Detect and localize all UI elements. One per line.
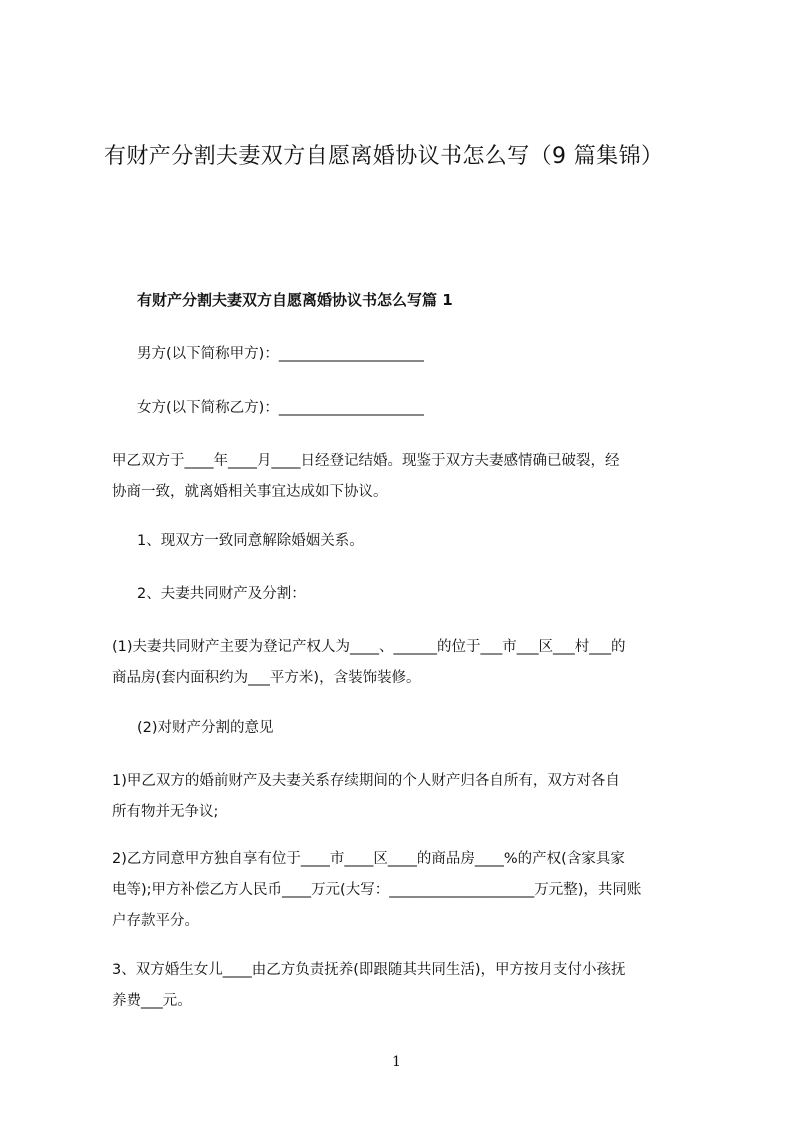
intro-line-2: 协商一致，就离婚相关事宜达成如下协议。 (112, 484, 388, 500)
item-2: 2、夫妻共同财产及分割： (137, 586, 306, 602)
item-2-2-1-line-1: 1)甲乙双方的婚前财产及夫妻关系存续期间的个人财产归各自所有，双方对各自 (112, 773, 620, 789)
item-3-line-1: 3、双方婚生女儿____由乙方负责抚养(即跟随其共同生活)，甲方按月支付小孩抚 (112, 962, 626, 978)
item-1: 1、现双方一致同意解除婚姻关系。 (137, 533, 364, 549)
section-title: 有财产分割夫妻双方自愿离婚协议书怎么写篇 1 (137, 291, 453, 309)
item-3-line-2: 养费___元。 (112, 993, 192, 1009)
item-2-2-2-line-1: 2)乙方同意甲方独自享有位于____市____区____的商品房____%的产权(含家具家 (112, 851, 625, 867)
item-2-2-2-paragraph (112, 844, 716, 937)
item-2-2-1-line-2: 所有物并无争议; (112, 804, 219, 820)
item-2-2-2-line-3: 户存款平分。 (112, 913, 199, 929)
party-female-line: 女方(以下简称乙方)：____________________ (137, 400, 424, 416)
intro-paragraph (112, 446, 716, 508)
party-male-line: 男方(以下简称甲方)：____________________ (137, 346, 424, 362)
intro-line-1: 甲乙双方于____年____月____日经登记结婚。现鉴于双方夫妻感情确已破裂，经 (112, 453, 620, 469)
item-2-1-line-2: 商品房(套内面积约为___平方米)，含装饰装修。 (112, 670, 421, 686)
page-number: 1 (392, 1054, 401, 1070)
item-2-1-paragraph (112, 632, 716, 694)
item-3-paragraph (112, 955, 716, 1017)
document-title: 有财产分割夫妻双方自愿离婚协议书怎么写（9 篇集锦） (104, 144, 664, 169)
item-2-2-1-paragraph (112, 766, 716, 828)
item-2-2: (2)对财产分割的意见 (137, 720, 274, 736)
item-2-2-2-line-2: 电等);甲方补偿乙方人民币____万元(大写：____________________万元整)，共同账 (112, 882, 642, 898)
item-2-1-line-1: (1)夫妻共同财产主要为登记产权人为____、______的位于___市___区___村___的 (112, 639, 626, 655)
